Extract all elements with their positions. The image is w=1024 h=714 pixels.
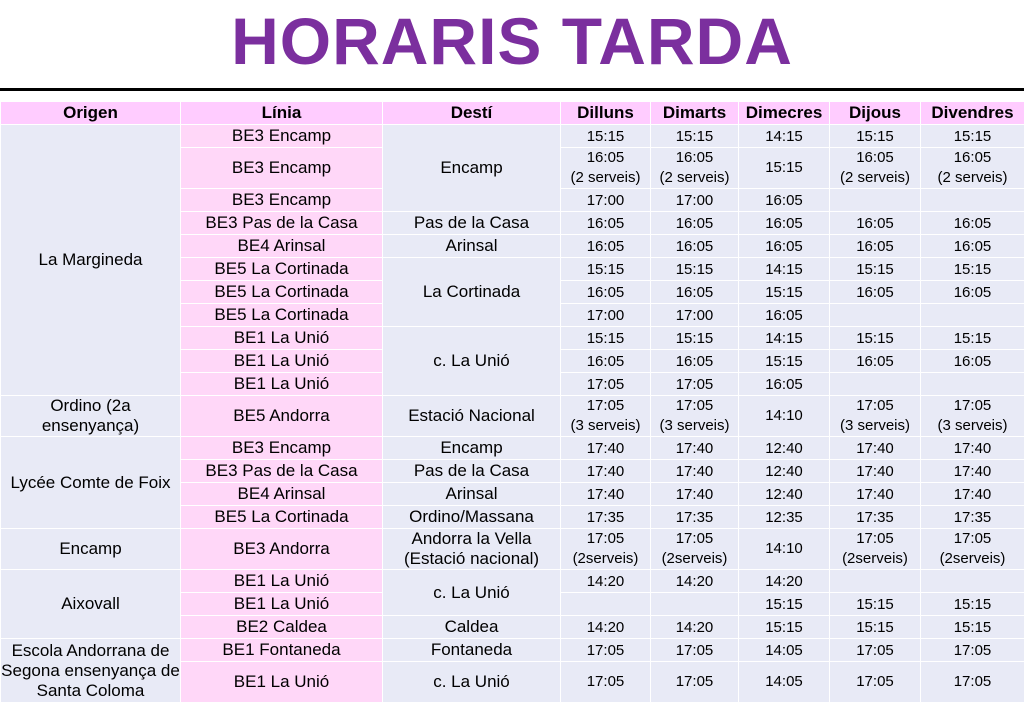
time-cell-dijous: 17:05 <box>830 639 921 662</box>
time-cell-dilluns: 15:15 <box>561 125 651 148</box>
table-row <box>1 639 1024 662</box>
table-row <box>1 570 1024 593</box>
time-cell-dijous <box>830 189 921 212</box>
time-cell-dijous: 15:15 <box>830 616 921 639</box>
destination-cell: Arinsal <box>383 483 561 506</box>
time-cell-divendres: 17:40 <box>921 483 1024 506</box>
time-cell-dimarts: 14:20 <box>651 616 739 639</box>
origin-cell: Encamp <box>1 529 181 570</box>
time-cell-dimecres: 15:15 <box>739 148 830 189</box>
table-row <box>1 437 1024 460</box>
line-cell: BE1 La Unió <box>181 373 383 396</box>
time-cell-dijous: 17:40 <box>830 437 921 460</box>
time-cell-dimarts: 15:15 <box>651 125 739 148</box>
time-cell-dijous: 16:05 <box>830 350 921 373</box>
destination-cell: Caldea <box>383 616 561 639</box>
time-cell-dimecres: 14:15 <box>739 327 830 350</box>
line-cell: BE1 La Unió <box>181 593 383 616</box>
time-cell-dijous <box>830 304 921 327</box>
time-cell-dijous: 17:05 <box>830 662 921 703</box>
line-cell: BE5 La Cortinada <box>181 506 383 529</box>
time-cell-dimecres: 16:05 <box>739 235 830 258</box>
destination-cell: La Cortinada <box>383 258 561 327</box>
time-cell-divendres: 16:05 <box>921 281 1024 304</box>
line-cell: BE5 La Cortinada <box>181 304 383 327</box>
time-cell-dimecres: 16:05 <box>739 304 830 327</box>
line-cell: BE2 Caldea <box>181 616 383 639</box>
time-cell-divendres: 15:15 <box>921 258 1024 281</box>
time-cell-dimecres: 16:05 <box>739 212 830 235</box>
time-cell-dimarts: 15:15 <box>651 327 739 350</box>
time-cell-dilluns <box>561 593 651 616</box>
time-cell-dijous: 16:05 <box>830 281 921 304</box>
time-cell-dimarts: 15:15 <box>651 258 739 281</box>
header-dimecres: Dimecres <box>739 102 830 125</box>
time-cell-dijous <box>830 373 921 396</box>
time-cell-dilluns: 17:00 <box>561 304 651 327</box>
line-cell: BE5 Andorra <box>181 396 383 437</box>
time-cell-divendres <box>921 373 1024 396</box>
line-cell: BE3 Encamp <box>181 189 383 212</box>
time-cell-dimarts: 17:40 <box>651 437 739 460</box>
line-cell: BE1 La Unió <box>181 350 383 373</box>
destination-cell: c. La Unió <box>383 570 561 616</box>
time-cell-divendres <box>921 304 1024 327</box>
destination-cell: Pas de la Casa <box>383 212 561 235</box>
line-cell: BE4 Arinsal <box>181 235 383 258</box>
time-cell-dimecres: 12:40 <box>739 483 830 506</box>
time-cell-dimecres: 16:05 <box>739 189 830 212</box>
line-cell: BE3 Pas de la Casa <box>181 212 383 235</box>
time-cell-dimarts: 17:05 (2serveis) <box>651 529 739 570</box>
line-cell: BE1 Fontaneda <box>181 639 383 662</box>
time-cell-dijous: 15:15 <box>830 593 921 616</box>
time-cell-dimecres: 12:35 <box>739 506 830 529</box>
time-cell-divendres: 15:15 <box>921 327 1024 350</box>
time-cell-divendres: 15:15 <box>921 125 1024 148</box>
time-cell-dimecres: 12:40 <box>739 460 830 483</box>
destination-cell: Ordino/Massana <box>383 506 561 529</box>
time-cell-dimarts: 14:20 <box>651 570 739 593</box>
line-cell: BE4 Arinsal <box>181 483 383 506</box>
time-cell-divendres: 17:35 <box>921 506 1024 529</box>
time-cell-dimarts: 16:05 <box>651 212 739 235</box>
time-cell-dilluns: 17:40 <box>561 437 651 460</box>
time-cell-dilluns: 17:05 <box>561 373 651 396</box>
time-cell-dimarts: 17:00 <box>651 304 739 327</box>
time-cell-divendres: 15:15 <box>921 616 1024 639</box>
line-cell: BE3 Pas de la Casa <box>181 460 383 483</box>
time-cell-dilluns: 17:40 <box>561 483 651 506</box>
time-cell-dimecres: 14:05 <box>739 662 830 703</box>
time-cell-dimarts: 17:35 <box>651 506 739 529</box>
time-cell-dijous: 17:40 <box>830 483 921 506</box>
destination-cell: Encamp <box>383 437 561 460</box>
time-cell-divendres: 16:05 <box>921 350 1024 373</box>
time-cell-dilluns: 17:05 <box>561 662 651 703</box>
line-cell: BE3 Encamp <box>181 125 383 148</box>
time-cell-dimecres: 14:15 <box>739 125 830 148</box>
time-cell-dilluns: 16:05 <box>561 350 651 373</box>
time-cell-divendres: 17:05 (2serveis) <box>921 529 1024 570</box>
time-cell-dijous <box>830 570 921 593</box>
time-cell-dilluns: 16:05 <box>561 281 651 304</box>
time-cell-dimecres: 15:15 <box>739 616 830 639</box>
time-cell-dimecres: 14:10 <box>739 396 830 437</box>
time-cell-dilluns: 17:05 (2serveis) <box>561 529 651 570</box>
time-cell-dijous: 17:05 (2serveis) <box>830 529 921 570</box>
time-cell-divendres: 17:40 <box>921 460 1024 483</box>
time-cell-dilluns: 14:20 <box>561 616 651 639</box>
time-cell-dilluns: 14:20 <box>561 570 651 593</box>
header-divendres: Divendres <box>921 102 1024 125</box>
destination-cell: c. La Unió <box>383 327 561 396</box>
time-cell-dimarts <box>651 593 739 616</box>
time-cell-dijous: 16:05 <box>830 235 921 258</box>
time-cell-dijous: 17:40 <box>830 460 921 483</box>
schedule-body <box>1 125 1024 703</box>
line-cell: BE3 Encamp <box>181 148 383 189</box>
time-cell-dimarts: 17:05 <box>651 662 739 703</box>
time-cell-dimecres: 14:10 <box>739 529 830 570</box>
destination-cell: Estació Nacional <box>383 396 561 437</box>
header-linia: Línia <box>181 102 383 125</box>
time-cell-divendres: 16:05 (2 serveis) <box>921 148 1024 189</box>
time-cell-divendres: 17:40 <box>921 437 1024 460</box>
time-cell-dimecres: 16:05 <box>739 373 830 396</box>
header-dijous: Dijous <box>830 102 921 125</box>
destination-cell: c. La Unió <box>383 662 561 703</box>
line-cell: BE1 La Unió <box>181 662 383 703</box>
time-cell-divendres <box>921 189 1024 212</box>
time-cell-dimarts: 16:05 <box>651 281 739 304</box>
time-cell-dilluns: 17:35 <box>561 506 651 529</box>
time-cell-dimecres: 14:20 <box>739 570 830 593</box>
page-title: HORARIS TARDA <box>231 4 793 78</box>
time-cell-divendres: 17:05 <box>921 662 1024 703</box>
time-cell-dilluns: 16:05 <box>561 235 651 258</box>
time-cell-dilluns: 17:05 (3 serveis) <box>561 396 651 437</box>
time-cell-dijous: 16:05 (2 serveis) <box>830 148 921 189</box>
time-cell-dimarts: 16:05 <box>651 350 739 373</box>
time-cell-dimarts: 16:05 <box>651 235 739 258</box>
header-dimarts: Dimarts <box>651 102 739 125</box>
time-cell-divendres: 17:05 (3 serveis) <box>921 396 1024 437</box>
schedule-table <box>0 101 1024 703</box>
time-cell-dimecres: 12:40 <box>739 437 830 460</box>
destination-cell: Andorra la Vella (Estació nacional) <box>383 529 561 570</box>
origin-cell: Lycée Comte de Foix <box>1 437 181 529</box>
origin-cell: La Margineda <box>1 125 181 396</box>
time-cell-dimarts: 17:40 <box>651 483 739 506</box>
time-cell-dimecres: 15:15 <box>739 350 830 373</box>
time-cell-dijous: 16:05 <box>830 212 921 235</box>
time-cell-divendres <box>921 570 1024 593</box>
time-cell-divendres: 15:15 <box>921 593 1024 616</box>
time-cell-dilluns: 17:00 <box>561 189 651 212</box>
table-row <box>1 529 1024 570</box>
time-cell-dimecres: 14:05 <box>739 639 830 662</box>
time-cell-dijous: 17:05 (3 serveis) <box>830 396 921 437</box>
time-cell-dimecres: 15:15 <box>739 281 830 304</box>
time-cell-dimarts: 17:00 <box>651 189 739 212</box>
time-cell-dimarts: 17:05 (3 serveis) <box>651 396 739 437</box>
time-cell-dimarts: 17:40 <box>651 460 739 483</box>
header-row <box>1 102 1024 125</box>
time-cell-dilluns: 17:40 <box>561 460 651 483</box>
origin-cell: Ordino (2a ensenyança) <box>1 396 181 437</box>
origin-cell: Escola Andorrana de Segona ensenyança de Santa Coloma <box>1 639 181 703</box>
time-cell-dilluns: 15:15 <box>561 258 651 281</box>
time-cell-dimarts: 17:05 <box>651 373 739 396</box>
destination-cell: Arinsal <box>383 235 561 258</box>
header-origen: Origen <box>1 102 181 125</box>
time-cell-divendres: 16:05 <box>921 212 1024 235</box>
line-cell: BE1 La Unió <box>181 570 383 593</box>
time-cell-divendres: 16:05 <box>921 235 1024 258</box>
time-cell-dimecres: 14:15 <box>739 258 830 281</box>
time-cell-dijous: 15:15 <box>830 327 921 350</box>
time-cell-dilluns: 16:05 (2 serveis) <box>561 148 651 189</box>
time-cell-dijous: 15:15 <box>830 258 921 281</box>
destination-cell: Fontaneda <box>383 639 561 662</box>
time-cell-divendres: 17:05 <box>921 639 1024 662</box>
time-cell-dimarts: 17:05 <box>651 639 739 662</box>
time-cell-dijous: 15:15 <box>830 125 921 148</box>
header-dilluns: Dilluns <box>561 102 651 125</box>
line-cell: BE5 La Cortinada <box>181 281 383 304</box>
destination-cell: Encamp <box>383 125 561 212</box>
header-desti: Destí <box>383 102 561 125</box>
title-divider <box>0 88 1024 91</box>
time-cell-dilluns: 17:05 <box>561 639 651 662</box>
line-cell: BE3 Encamp <box>181 437 383 460</box>
time-cell-dimecres: 15:15 <box>739 593 830 616</box>
time-cell-dijous: 17:35 <box>830 506 921 529</box>
origin-cell: Aixovall <box>1 570 181 639</box>
time-cell-dilluns: 15:15 <box>561 327 651 350</box>
destination-cell: Pas de la Casa <box>383 460 561 483</box>
line-cell: BE1 La Unió <box>181 327 383 350</box>
time-cell-dimarts: 16:05 (2 serveis) <box>651 148 739 189</box>
line-cell: BE5 La Cortinada <box>181 258 383 281</box>
line-cell: BE3 Andorra <box>181 529 383 570</box>
table-row <box>1 125 1024 148</box>
time-cell-dilluns: 16:05 <box>561 212 651 235</box>
table-row <box>1 396 1024 437</box>
